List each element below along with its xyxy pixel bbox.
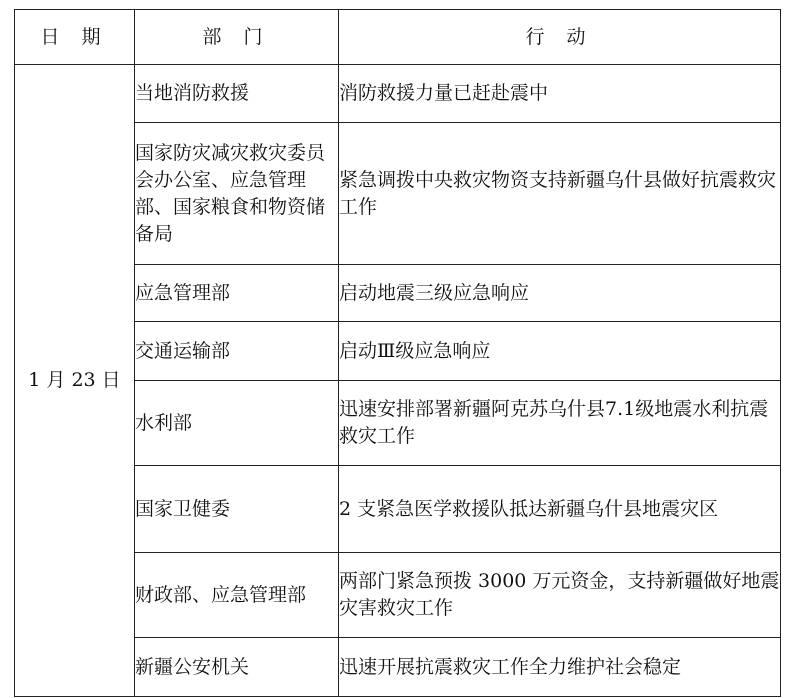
action-cell: 两部门紧急预拨 3000 万元资金，支持新疆做好地震灾害救灾工作 — [339, 553, 781, 638]
date-cell: 1 月 23 日 — [15, 65, 135, 697]
department-cell: 当地消防救援 — [135, 65, 339, 123]
action-cell: 启动地震三级应急响应 — [339, 265, 781, 322]
table-row — [15, 65, 781, 123]
header-department: 部 门 — [135, 10, 339, 65]
department-cell: 国家防灾减灾救灾委员会办公室、应急管理部、国家粮食和物资储备局 — [135, 123, 339, 265]
department-cell: 交通运输部 — [135, 322, 339, 381]
response-table — [14, 9, 781, 697]
department-cell: 水利部 — [135, 381, 339, 466]
action-cell: 消防救援力量已赶赴震中 — [339, 65, 781, 123]
action-cell: 2 支紧急医学救援队抵达新疆乌什县地震灾区 — [339, 466, 781, 553]
header-action: 行 动 — [339, 10, 781, 65]
header-date: 日 期 — [15, 10, 135, 65]
action-cell: 迅速开展抗震救灾工作全力维护社会稳定 — [339, 638, 781, 697]
action-cell: 启动Ⅲ级应急响应 — [339, 322, 781, 381]
department-cell: 财政部、应急管理部 — [135, 553, 339, 638]
department-cell: 应急管理部 — [135, 265, 339, 322]
action-cell: 迅速安排部署新疆阿克苏乌什县7.1级地震水利抗震救灾工作 — [339, 381, 781, 466]
table-header-row — [15, 10, 781, 65]
department-cell: 国家卫健委 — [135, 466, 339, 553]
department-cell: 新疆公安机关 — [135, 638, 339, 697]
action-cell: 紧急调拨中央救灾物资支持新疆乌什县做好抗震救灾工作 — [339, 123, 781, 265]
